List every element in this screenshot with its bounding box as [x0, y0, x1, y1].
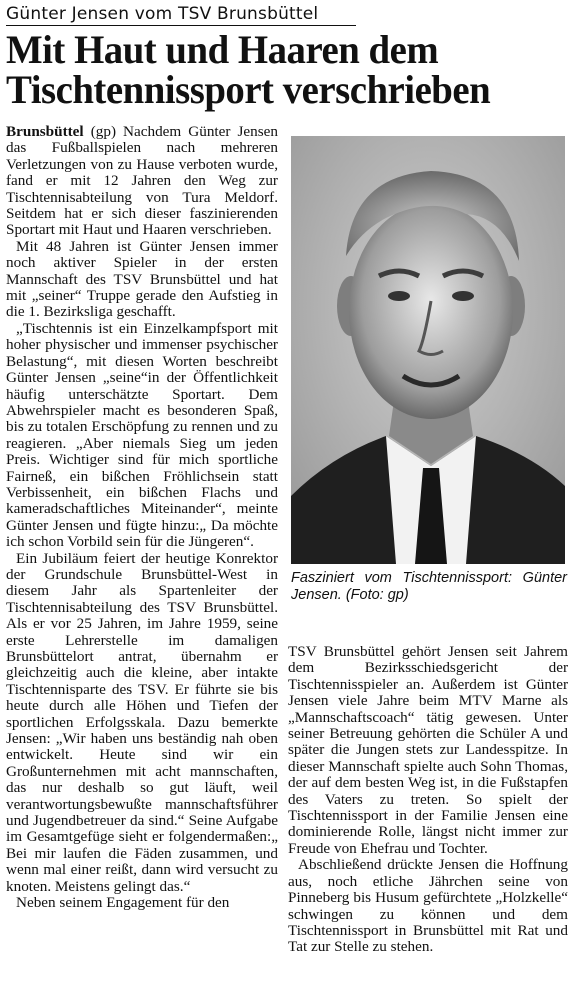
photo-caption: Fasziniert vom Tischtennissport: Günter Jensen. (Foto: gp)	[291, 570, 567, 603]
paragraph-2: Mit 48 Jahren ist Günter Jensen immer noch aktiver Spieler in der ersten Mannschaft des TSV Brunsbüttel und hat mit „seiner“ Truppe gerade den Aufstieg in die 1. Bezirksliga geschafft.	[6, 237, 278, 321]
paragraph-3: „Tischtennis ist ein Einzelkampfsport mit hoher physischer und immenser psychischer Belastung“, mit diesen Worten beschreibt Günter Jensen „seine“in der Öffentlichkeit häufig unterschätzte Sportart. Dem Abwehrspieler macht es besonderen Spaß, bis zu totalen Erschöpfung zu rennen und zu reagieren. „Aber niemals Sieg um jeden Preis. Wichtiger sind für mich sportliche Fairneß, ein bißchen Fröhlichsein statt Verbissenheit, ein bißchen Flachs und kameradschaftliches Miteinander“, meinte Günter Jensen und fügte hinzu:„ Da möchte ich schon Vorbild sein für die Jüngeren“.	[6, 319, 278, 551]
paragraph-1	[6, 124, 278, 239]
dateline: Brunsbüttel	[6, 123, 84, 140]
headline-line-2: Tischtennissport verschrieben	[6, 67, 491, 112]
paragraph-5: Neben seinem Engagement für den	[16, 894, 230, 912]
paragraph-1-text: (gp) Nachdem Günter Jensen das Fußballspielen nach mehreren Verletzungen von zu Hause verboten wurde, fand er mit 12 Jahren den Weg zur Tischtennisabteilung von Tura Meldorf. Seitdem hat er sich dieser faszinierenden Sportart mit Haut und Haaren verschrieben.	[6, 123, 278, 239]
portrait-illustration	[291, 136, 565, 564]
article-headline	[6, 27, 549, 112]
paragraph-5-continued: TSV Brunsbüttel gehört Jensen seit Jahrem dem Bezirksschiedsgericht der Tischtennisspieler an. Außerdem ist Günter Jensen viele Jahre beim MTV Marne als „Mannschaftscoach“ tätig gewesen. Unter seiner Betreuung gehörten die Schüler A und später die Jungen stets zur Landesspitze. In dieser Mannschaft spielte auch Sohn Thomas, der auf dem besten Weg ist, in die Fußstapfen des Vaters zu treten. So spielt der Tischtennissport in der Familie Jensen eine dominierende Rolle, längst nicht immer zur Freude von Ehefrau und Tochter.	[288, 643, 568, 857]
portrait-photo	[291, 136, 565, 564]
kicker-underline	[6, 25, 356, 26]
article-kicker: Günter Jensen vom TSV Brunsbüttel	[6, 4, 319, 24]
article-column-left	[6, 124, 278, 912]
headline-line-1: Mit Haut und Haaren dem	[6, 27, 439, 72]
paragraph-6: Abschließend drückte Jensen die Hoffnung aus, noch etliche Jährchen seine von Pinneberg bis Husum gefürchtete „Holzkelle“ schwingen zu können und dem Tischtennissport in Brunsbüttel mit Rat und Tat zur Stelle zu stehen.	[288, 856, 568, 956]
paragraph-4: Ein Jubiläum feiert der heutige Konrektor der Grundschule Brunsbüttel-West in diesem Jahr als Spartenleiter der Tischtennisabteilung des TSV Brunsbüttel. Als er vor 25 Jahren, im Jahre 1959, seine erste Lehrerstelle im damaligen Brunsbüttelort antrat, übernahm er gleichzeitig auch die kleine, aber intakte Tischtennisparte des TSV. Er führte sie bis heute durch alle Höhen und Tiefen der sportlichen Erfolgsskala. Dazu bemerkte Jensen: „Wir haben uns beständig nah oben entwickelt. Heute sind wir ein Großunternehmen mit acht mannschaften, das nur deshalb so gut läuft, weil verantwortungsbewußte mannschaftsführer und Jugendbetreuer da sind.“ Seine Aufgabe im Gesamtgefüge sieht er folgendermaßen:„ Bei mir laufen die Fäden zusammen, und wenn mal einer reißt, dann wird versucht zu knoten. Meistens gelingt das.“	[6, 549, 278, 895]
article-column-right	[288, 644, 568, 956]
